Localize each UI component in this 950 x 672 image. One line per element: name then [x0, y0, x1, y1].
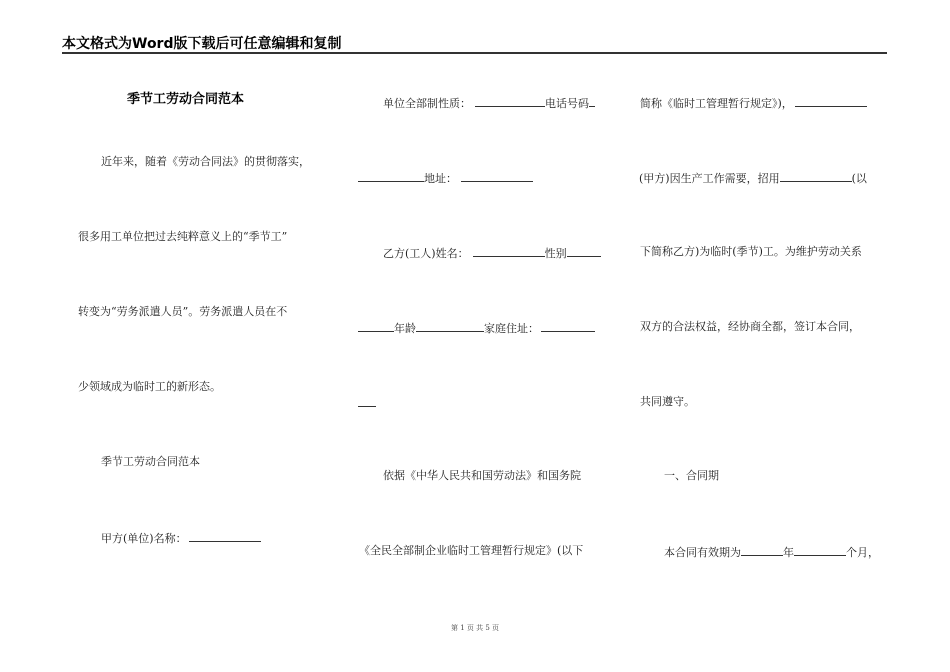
term-years-blank — [741, 544, 783, 556]
paragraph-line: 转变为“劳务派遣人员”。劳务派遣人员在不 — [78, 305, 288, 318]
paragraph-line: 依据《中华人民共和国劳动法》和国务院 — [383, 469, 581, 482]
address-label: 地址： — [424, 172, 457, 185]
paragraph-line: 很多用工单位把过去纯粹意义上的“季节工” — [78, 230, 288, 243]
home-address-label: 家庭住址： — [484, 322, 539, 335]
paragraph-line: 双方的合法权益，经协商全都，签订本合同， — [640, 320, 860, 333]
contract-term-line — [664, 544, 879, 560]
phone-blank — [589, 95, 595, 107]
hire-line — [639, 170, 867, 186]
party-a-name-line — [101, 530, 261, 546]
header-divider — [62, 52, 887, 54]
hire-blank — [780, 170, 852, 182]
unit-nature-line — [383, 95, 595, 111]
address-pre-blank — [358, 170, 424, 182]
paragraph-line: 近年来，随着《劳动合同法》的贯彻落实， — [101, 155, 310, 168]
hire-suffix: (以 — [851, 172, 867, 185]
term-months-blank — [794, 544, 846, 556]
paragraph-line: 下简称乙方)为临时(季节)工。为维护劳动关系 — [640, 245, 862, 258]
continuation-line — [358, 395, 376, 411]
party-a-name-blank — [189, 530, 261, 542]
continuation-blank — [358, 395, 376, 407]
address-line — [358, 170, 533, 186]
regulation-line — [640, 95, 867, 111]
phone-label: 电话号码 — [545, 97, 589, 110]
home-address-blank — [541, 320, 595, 332]
gender-blank — [567, 245, 601, 257]
party-b-name-line — [383, 245, 601, 261]
month-label: 个月， — [846, 546, 879, 559]
section-heading: 季节工劳动合同范本 — [101, 455, 200, 468]
section-heading: 一、合同期 — [664, 469, 719, 482]
paragraph-line: 共同遵守。 — [640, 395, 695, 408]
age-pre-blank — [358, 320, 394, 332]
party-b-name-label: 乙方(工人)姓名： — [383, 247, 469, 260]
hire-text: (甲方)因生产工作需要，招用 — [639, 172, 780, 185]
unit-nature-blank — [475, 95, 545, 107]
page-number-footer: 第 1 页 共 5 页 — [450, 624, 500, 632]
paragraph-line: 少领域成为临时工的新形态。 — [78, 380, 221, 393]
age-label: 年龄 — [394, 322, 416, 335]
paragraph-line: 《全民全部制企业临时工管理暂行规定》(以下 — [359, 544, 584, 557]
year-label: 年 — [783, 546, 794, 559]
regulation-blank — [795, 95, 867, 107]
age-blank — [416, 320, 484, 332]
regulation-text: 简称《临时工管理暂行规定》)， — [640, 97, 793, 110]
address-blank — [461, 170, 533, 182]
party-b-name-blank — [473, 245, 545, 257]
party-a-name-label: 甲方(单位)名称： — [101, 532, 187, 545]
contract-title: 季节工劳动合同范本 — [127, 92, 245, 107]
term-text: 本合同有效期为 — [664, 546, 741, 559]
gender-label: 性别 — [544, 247, 567, 260]
age-address-line — [358, 320, 595, 336]
unit-nature-label: 单位全部制性质： — [383, 97, 471, 110]
document-header-title: 本文格式为Word版下载后可任意编辑和复制 — [62, 36, 342, 52]
